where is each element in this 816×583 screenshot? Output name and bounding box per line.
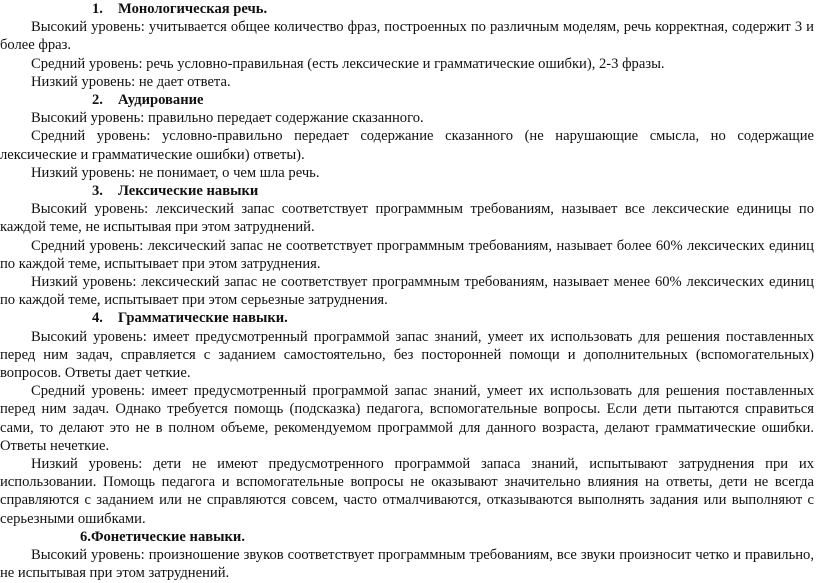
section-title: Монологическая речь. bbox=[118, 1, 268, 17]
section-heading bbox=[0, 309, 814, 327]
section-heading bbox=[0, 182, 814, 200]
section-number: 1. bbox=[92, 1, 103, 17]
section-number: 4. bbox=[92, 310, 103, 327]
section-title: 6.Фонетические навыки. bbox=[80, 528, 245, 545]
section-number: 2. bbox=[92, 92, 103, 109]
paragraph: Средний уровень: лексический запас не соответствует программным требованиям, называет более 60% лексических единиц по каждой теме, испытывает при этом затруднения. bbox=[0, 237, 814, 272]
paragraph: Высокий уровень: лексический запас соответствует программным требованиям, называет все лексические единицы по каждой теме, не испытывая при этом затруднений. bbox=[0, 201, 814, 236]
section-heading bbox=[0, 91, 814, 109]
paragraph: Средний уровень: имеет предусмотренный программой запас знаний, умеет их использовать для решения поставленных перед ним задач. Однако требуется помощь (подсказка) педагога, вспомогательные вопросы. Если дети пытаются справиться сами, то делают это не в полном объеме, рекомендуемом программой для данного возраста, делают грамматические ошибки. Ответы нечеткие. bbox=[0, 383, 814, 454]
paragraph: Средний уровень: речь условно-правильная (есть лексические и грамматические ошибки), 2-3 фразы. bbox=[31, 55, 665, 72]
paragraph: Высокий уровень: имеет предусмотренный программой запас знаний, умеет их использовать для решения поставленных перед ним задач, справляется с заданием самостоятельно, без посторонней помощи и дополнительных (вспомогательных) вопросов. Ответы дает четкие. bbox=[0, 328, 814, 382]
paragraph: Высокий уровень: учитывается общее количество фраз, построенных по различным моделям, речь корректная, содержит 3 и более фраз. bbox=[0, 19, 814, 54]
section-lexical bbox=[0, 182, 814, 309]
paragraph: Низкий уровень: лексический запас не соответствует программным требованиям, называет менее 60% лексических единиц по каждой теме, испытывает при этом серьезные затруднения. bbox=[0, 274, 814, 309]
paragraph: Низкий уровень: не дает ответа. bbox=[31, 73, 231, 90]
paragraph: Высокий уровень: произношение звуков соответствует программным требованиям, все звуки произносит четко и правильно, не испытывая при этом затруднений. bbox=[0, 547, 814, 582]
section-heading bbox=[0, 0, 814, 18]
section-listening bbox=[0, 91, 814, 182]
section-heading bbox=[0, 528, 814, 546]
section-monologue bbox=[0, 0, 814, 91]
section-number: 3. bbox=[92, 183, 103, 200]
paragraph: Средний уровень: условно-правильно передает содержание сказанного (не нарушающие смысла, но содержащие лексические и грамматические ошибки) ответы). bbox=[0, 128, 814, 163]
paragraph: Высокий уровень: правильно передает содержание сказанного. bbox=[31, 110, 424, 127]
section-title: Грамматические навыки. bbox=[118, 310, 288, 327]
paragraph: Низкий уровень: дети не имеют предусмотренного программой запаса знаний, испытывают затруднения при их использовании. Помощь педагога и вспомогательные вопросы не оказывают значительно влияния на ответы, дети не всегда справляются с заданием или не справляются совсем, часто отмалчиваются, отказываются выполнять задания или выполняют с серьезными ошибками. bbox=[0, 456, 814, 527]
section-phonetic bbox=[0, 528, 814, 583]
section-title: Аудирование bbox=[118, 92, 204, 109]
paragraph: Низкий уровень: не понимает, о чем шла речь. bbox=[31, 164, 320, 181]
section-grammar bbox=[0, 309, 814, 527]
section-title: Лексические навыки bbox=[118, 183, 259, 200]
